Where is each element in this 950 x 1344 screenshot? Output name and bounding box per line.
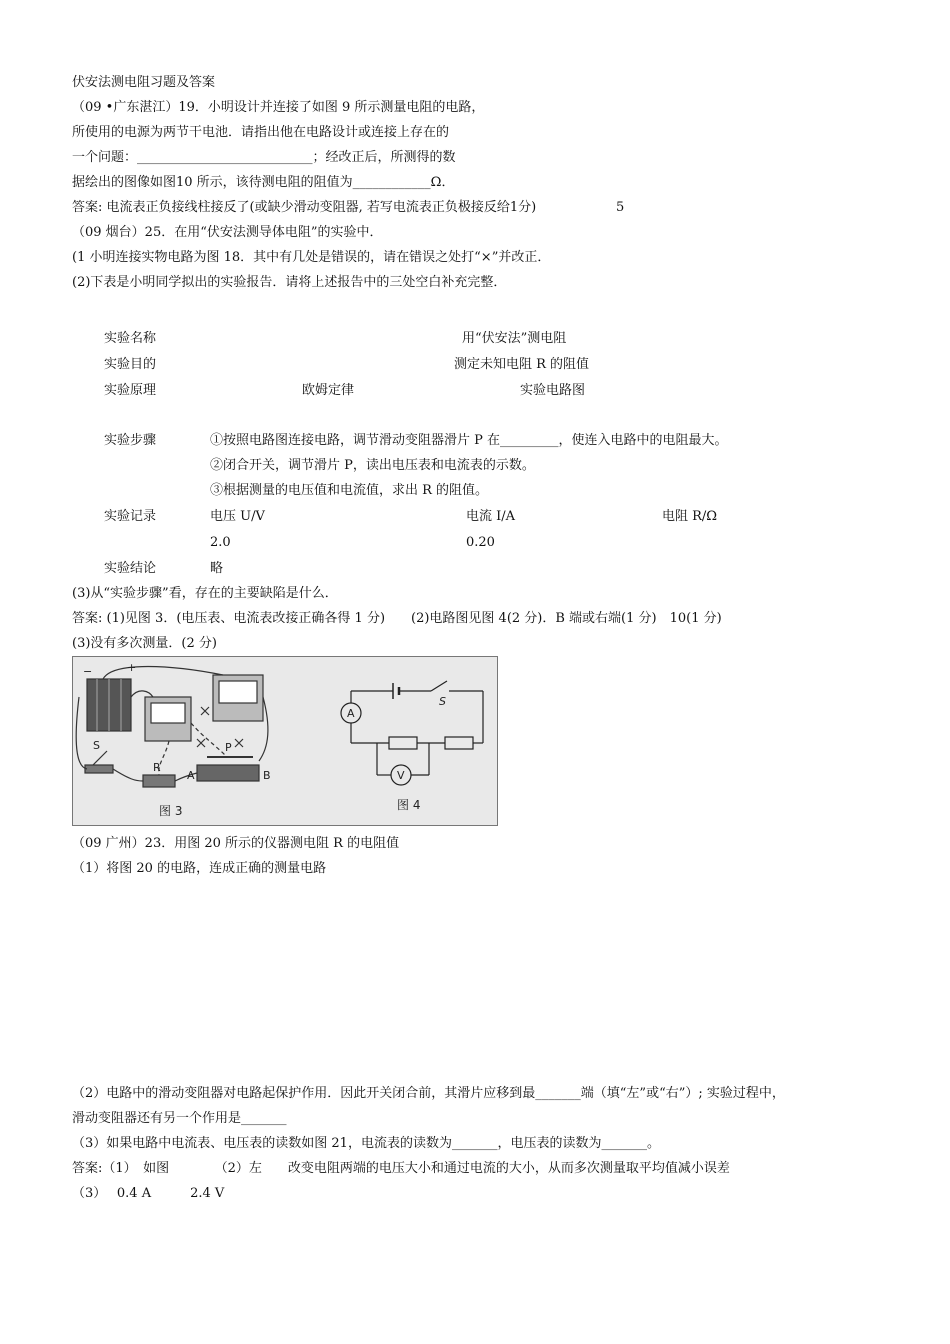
figure-4-caption: 图 4 [397, 798, 421, 812]
figure-3-caption: 图 3 [159, 804, 183, 818]
q1-line-1: （09 •广东湛江）19．小明设计并连接了如图 9 所示测量电阻的电路， [72, 100, 485, 115]
label-minus: − [83, 665, 93, 678]
label-resistor-r: R [153, 761, 161, 774]
circuit-figures-svg [73, 657, 497, 825]
switch-device [85, 765, 113, 773]
q3-answer-1: 答案:（1） 如图 （2）左 改变电阻两端的电压大小和通过电流的大小，从而多次测量取平均值减小误差 [72, 1161, 730, 1176]
value-experiment-purpose: 测定未知电阻 R 的阻值 [454, 357, 590, 372]
label-circuit-diagram: 实验电路图 [520, 383, 586, 398]
doc-title: 伏安法测电阻习题及答案 [72, 75, 216, 90]
q1-line-4: 据绘出的图像如图10 所示，该待测电阻的阻值为____________Ω． [72, 175, 455, 190]
q2-answer-2: (3)没有多次测量．(2 分) [72, 636, 217, 651]
q1-line-3: 一个问题：___________________________；经改正后，所测得的数 [72, 150, 456, 165]
step-2: ②闭合开关，调节滑片 P，读出电压表和电流表的示数。 [210, 458, 535, 473]
q1-answer-value: 5 [616, 200, 625, 215]
resistor-device [143, 775, 175, 787]
label-end-a: A [187, 769, 195, 782]
value-experiment-conclusion: 略 [210, 561, 224, 576]
q3-line-4: 滑动变阻器还有另一个作用是_______ [72, 1111, 287, 1126]
label-ammeter-a: A [347, 707, 355, 720]
q2-line-2: (1 小明连接实物电路为图 18．其中有几处是错误的，请在错误之处打“×”并改正． [72, 250, 551, 265]
q3-line-5: （3）如果电路中电流表、电压表的读数如图 21，电流表的读数为_______，电压表的读数为_______。 [72, 1136, 660, 1151]
label-slider-p: P [225, 741, 232, 754]
q2-line-1: （09 烟台）25．在用“伏安法测导体电阻”的实验中． [72, 225, 383, 240]
label-voltmeter-v: V [397, 769, 405, 782]
col-voltage: 电压 U/V [210, 509, 265, 524]
q3-answer-2: （3） 0.4 A 2.4 V [72, 1186, 225, 1201]
label-experiment-steps: 实验步骤 [104, 433, 157, 448]
figure-3-drawing [76, 667, 268, 788]
figure-3-4-image [72, 656, 498, 826]
q3-line-1: （09 广州）23．用图 20 所示的仪器测电阻 R 的电阻值 [72, 836, 400, 851]
label-switch-s: S [93, 739, 100, 752]
label-experiment-name: 实验名称 [104, 331, 157, 346]
q2-line-4: (3)从“实验步骤”看，存在的主要缺陷是什么． [72, 586, 338, 601]
label-experiment-principle: 实验原理 [104, 383, 157, 398]
label-switch-s-schematic: S [439, 695, 446, 708]
rheostat-symbol [445, 737, 473, 749]
q1-answer: 答案: 电流表正负接线柱接反了(或缺少滑动变阻器, 若写电流表正负极接反给1分) [72, 200, 537, 215]
col-current: 电流 I/A [466, 509, 516, 524]
label-experiment-conclusion: 实验结论 [104, 561, 157, 576]
q3-line-2: （1）将图 20 的电路，连成正确的测量电路 [72, 861, 327, 876]
label-plus: + [127, 661, 137, 674]
val-current: 0.20 [466, 535, 495, 550]
val-voltage: 2.0 [210, 535, 231, 550]
switch-symbol [431, 681, 447, 691]
q1-line-2: 所使用的电源为两节干电池．请指出他在电路设计或连接上存在的 [72, 125, 450, 140]
label-experiment-record: 实验记录 [104, 509, 157, 524]
value-experiment-name: 用“伏安法”测电阻 [462, 331, 567, 346]
label-experiment-purpose: 实验目的 [104, 357, 157, 372]
step-1: ①按照电路图连接电路，调节滑动变阻器滑片 P 在_________，使连入电路中的电阻最大。 [210, 433, 728, 448]
col-resistance: 电阻 R/Ω [662, 509, 718, 524]
figure-4-drawing [341, 681, 483, 785]
label-end-b: B [263, 769, 271, 782]
step-3: ③根据测量的电压值和电流值，求出 R 的阻值。 [210, 483, 489, 498]
q2-answer-1: 答案: (1)见图 3．(电压表、电流表改接正确各得 1 分) (2)电路图见图 4(2 分)．B 端或右端(1 分) 10(1 分) [72, 611, 722, 626]
q3-line-3: （2）电路中的滑动变阻器对电路起保护作用．因此开关闭合前，其滑片应移到最_______端（填“左”或“右”）; 实验过程中， [72, 1086, 785, 1101]
q2-line-3: (2)下表是小明同学拟出的实验报告．请将上述报告中的三处空白补充完整． [72, 275, 507, 290]
resistor-symbol [389, 737, 417, 749]
rheostat-device [197, 765, 259, 781]
value-experiment-principle: 欧姆定律 [302, 383, 355, 398]
